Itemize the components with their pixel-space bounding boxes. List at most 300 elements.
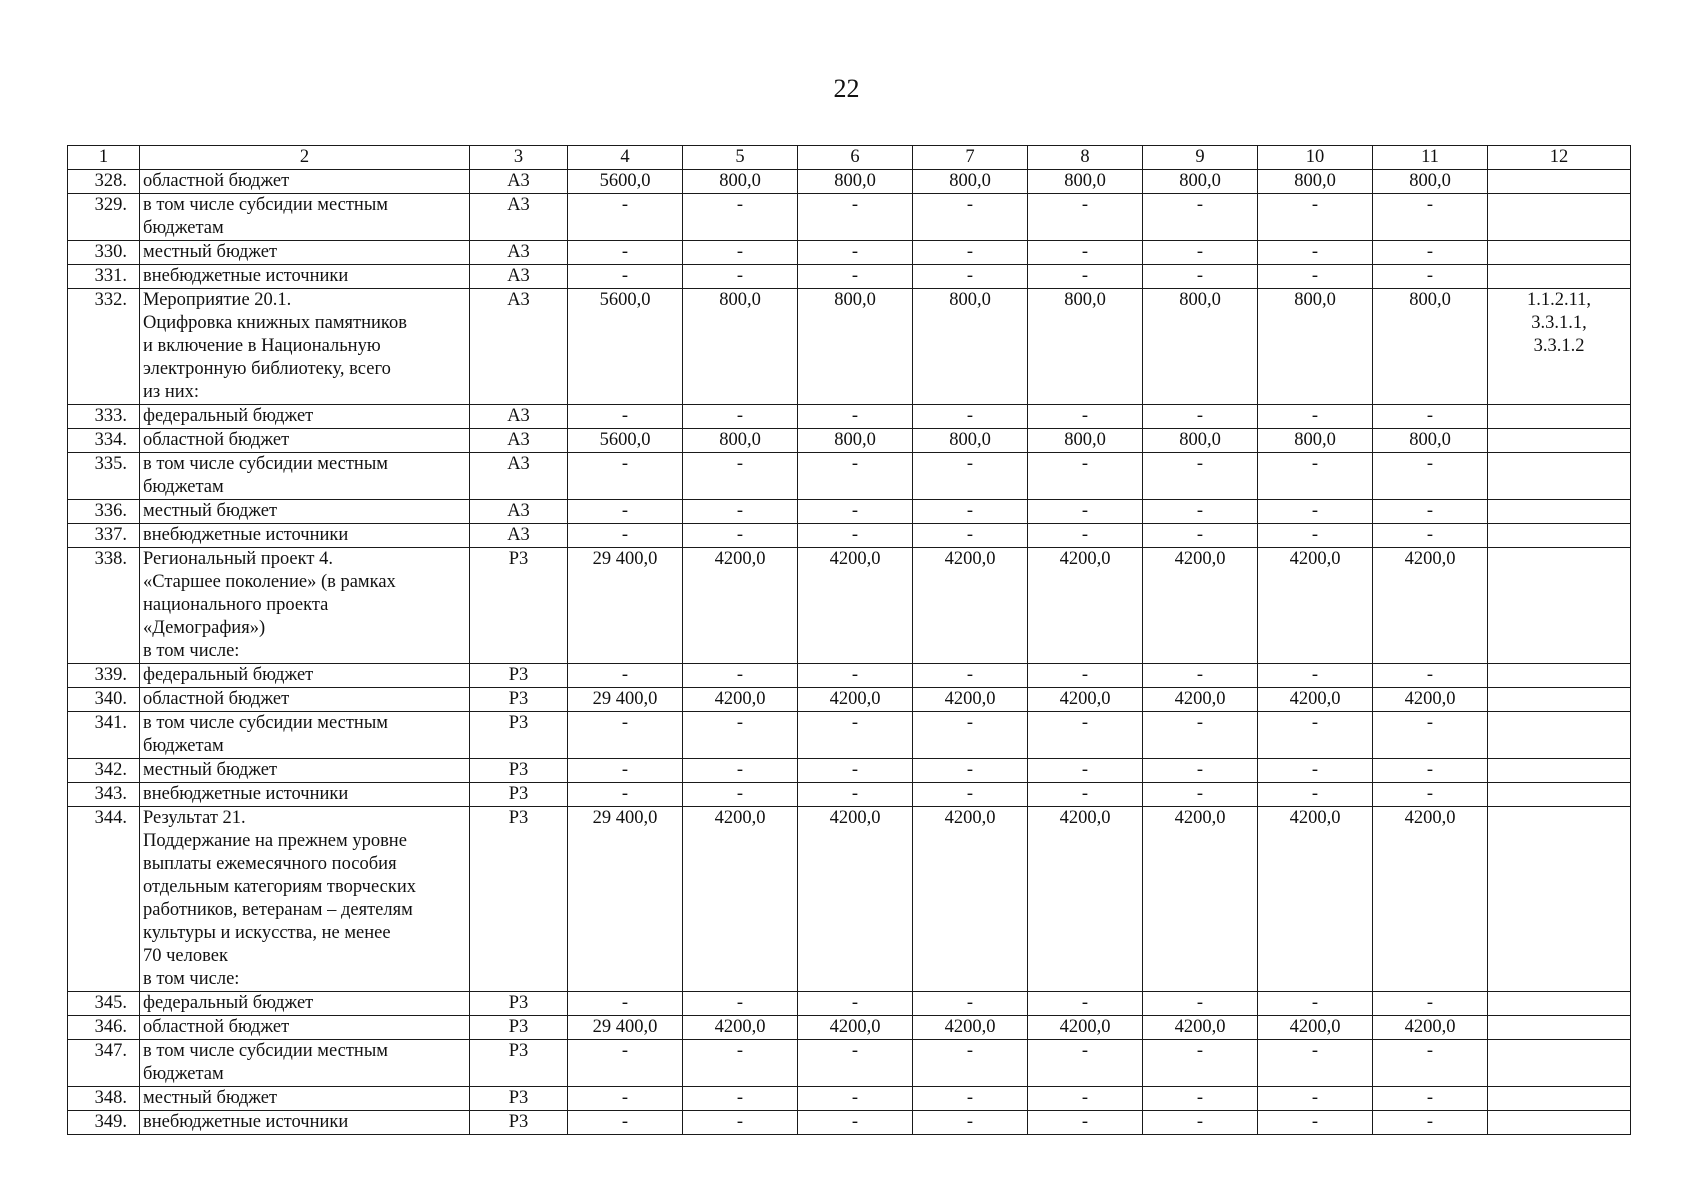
row-name-cell [140,1087,470,1111]
row-code-cell: Р3 [470,1016,568,1040]
row-code-cell: Р3 [470,1111,568,1135]
row-ref-cell [1488,429,1631,453]
table-body [68,146,1631,1135]
value-cell: 4200,0 [913,688,1028,712]
value-cell: - [1258,500,1373,524]
value-cell: - [1258,453,1373,500]
row-name-line: «Старшее поколение» (в рамках [143,572,396,592]
table-row [68,759,1631,783]
row-ref-cell [1488,759,1631,783]
row-name-cell [140,429,470,453]
value-cell: - [1143,453,1258,500]
value-cell: - [913,500,1028,524]
row-code-cell: А3 [470,289,568,405]
row-code-cell: А3 [470,265,568,289]
value-cell: 4200,0 [683,807,798,992]
value-cell: - [913,992,1028,1016]
table-row [68,500,1631,524]
value-cell: - [1143,1087,1258,1111]
row-ref-cell [1488,500,1631,524]
row-code-cell: А3 [470,524,568,548]
header-cell: 3 [470,146,568,170]
row-number-cell: 331. [68,265,140,289]
header-cell: 11 [1373,146,1488,170]
value-cell: 4200,0 [798,688,913,712]
row-name-line: в том числе: [143,641,240,661]
row-name-cell [140,688,470,712]
row-ref-cell [1488,807,1631,992]
table-row [68,688,1631,712]
value-cell: - [913,783,1028,807]
value-cell: 4200,0 [798,807,913,992]
row-name-cell [140,1111,470,1135]
value-cell: 800,0 [913,170,1028,194]
table-row [68,1040,1631,1087]
row-name-line: местный бюджет [143,501,278,521]
value-cell: - [798,524,913,548]
value-cell: - [568,1087,683,1111]
row-name-cell [140,405,470,429]
value-cell: - [683,1087,798,1111]
value-cell: 800,0 [1028,429,1143,453]
value-cell: - [913,241,1028,265]
value-cell: 4200,0 [1258,688,1373,712]
row-name-line: местный бюджет [143,760,278,780]
row-name-line: в том числе субсидии местным [143,1041,388,1061]
value-cell: 800,0 [1028,170,1143,194]
value-cell: - [1373,453,1488,500]
row-ref-cell [1488,170,1631,194]
table-row [68,170,1631,194]
value-cell: - [1143,524,1258,548]
row-ref-cell [1488,664,1631,688]
value-cell: - [683,712,798,759]
row-ref-cell [1488,688,1631,712]
header-cell: 8 [1028,146,1143,170]
value-cell: - [1258,783,1373,807]
table-row [68,241,1631,265]
row-name-line: местный бюджет [143,242,278,262]
row-code-cell: Р3 [470,1040,568,1087]
table-row [68,429,1631,453]
row-ref-cell [1488,783,1631,807]
value-cell: 4200,0 [1373,1016,1488,1040]
row-code-cell: Р3 [470,783,568,807]
value-cell: - [683,194,798,241]
row-code-cell: Р3 [470,664,568,688]
value-cell: 4200,0 [1258,1016,1373,1040]
value-cell: 4200,0 [1373,688,1488,712]
value-cell: - [568,664,683,688]
row-ref-line: 3.3.1.1, [1531,313,1587,333]
value-cell: - [683,1111,798,1135]
value-cell: 4200,0 [913,1016,1028,1040]
row-ref-cell [1488,1016,1631,1040]
value-cell: - [798,453,913,500]
row-name-cell [140,1040,470,1087]
value-cell: - [683,1040,798,1087]
value-cell: - [568,405,683,429]
value-cell: 800,0 [1143,429,1258,453]
value-cell: - [913,1040,1028,1087]
value-cell: - [1028,664,1143,688]
row-ref-cell [1488,712,1631,759]
row-ref-cell [1488,453,1631,500]
value-cell: - [568,241,683,265]
value-cell: 800,0 [683,170,798,194]
row-code-cell: Р3 [470,688,568,712]
row-code-cell: Р3 [470,992,568,1016]
value-cell: - [568,712,683,759]
value-cell: - [1143,783,1258,807]
value-cell: - [1028,500,1143,524]
value-cell: - [798,194,913,241]
row-code-cell: А3 [470,405,568,429]
table-row [68,992,1631,1016]
header-cell: 9 [1143,146,1258,170]
table-row [68,712,1631,759]
row-ref-cell [1488,405,1631,429]
row-number-cell: 329. [68,194,140,241]
value-cell: 800,0 [1373,289,1488,405]
value-cell: - [1143,1040,1258,1087]
value-cell: 4200,0 [1373,548,1488,664]
row-name-line: федеральный бюджет [143,665,314,685]
row-name-line: из них: [143,382,200,402]
row-number-cell: 348. [68,1087,140,1111]
value-cell: - [568,265,683,289]
value-cell: 4200,0 [683,1016,798,1040]
row-ref-cell [1488,1111,1631,1135]
value-cell: - [1143,194,1258,241]
header-cell: 7 [913,146,1028,170]
value-cell: - [1373,992,1488,1016]
row-name-line: внебюджетные источники [143,784,349,804]
row-name-line: областной бюджет [143,430,290,450]
value-cell: - [1373,405,1488,429]
row-number-cell: 339. [68,664,140,688]
table-row [68,664,1631,688]
value-cell: - [568,500,683,524]
row-name-cell [140,992,470,1016]
row-name-line: внебюджетные источники [143,525,349,545]
row-number-cell: 338. [68,548,140,664]
row-name-line: бюджетам [143,477,224,497]
value-cell: - [913,1111,1028,1135]
row-name-line: бюджетам [143,736,224,756]
header-cell: 2 [140,146,470,170]
value-cell: - [1028,992,1143,1016]
row-name-line: 70 человек [143,946,228,966]
value-cell: - [568,759,683,783]
value-cell: 800,0 [1143,170,1258,194]
row-code-cell: Р3 [470,759,568,783]
value-cell: - [568,194,683,241]
value-cell: - [1373,500,1488,524]
value-cell: - [683,500,798,524]
header-cell: 1 [68,146,140,170]
value-cell: - [1028,1087,1143,1111]
value-cell: - [1028,194,1143,241]
table-row [68,783,1631,807]
value-cell: - [1258,194,1373,241]
budget-table [67,145,1631,1135]
table-row [68,194,1631,241]
value-cell: - [1373,1040,1488,1087]
row-number-cell: 340. [68,688,140,712]
value-cell: - [1028,265,1143,289]
value-cell: - [1143,759,1258,783]
value-cell: - [798,1111,913,1135]
table-row [68,1016,1631,1040]
value-cell: 4200,0 [683,688,798,712]
value-cell: 800,0 [913,429,1028,453]
value-cell: - [568,1040,683,1087]
value-cell: - [913,664,1028,688]
row-ref-cell [1488,1040,1631,1087]
value-cell: - [1028,712,1143,759]
row-name-line: и включение в Национальную [143,336,381,356]
row-code-cell: А3 [470,453,568,500]
value-cell: 29 400,0 [568,688,683,712]
row-name-line: в том числе: [143,969,240,989]
row-name-line: федеральный бюджет [143,406,314,426]
table-row [68,453,1631,500]
row-name-line: в том числе субсидии местным [143,195,388,215]
value-cell: - [1143,265,1258,289]
row-ref-cell [1488,289,1631,405]
value-cell: - [1028,1111,1143,1135]
value-cell: - [913,524,1028,548]
row-code-cell: Р3 [470,807,568,992]
row-name-cell [140,759,470,783]
value-cell: - [1028,1040,1143,1087]
row-name-line: бюджетам [143,1064,224,1084]
header-cell: 4 [568,146,683,170]
row-name-line: работников, ветеранам – деятелям [143,900,413,920]
value-cell: 800,0 [1258,170,1373,194]
value-cell: 800,0 [1028,289,1143,405]
value-cell: - [683,405,798,429]
row-number-cell: 332. [68,289,140,405]
value-cell: 4200,0 [913,548,1028,664]
value-cell: - [683,759,798,783]
row-number-cell: 344. [68,807,140,992]
row-name-cell [140,783,470,807]
row-ref-cell [1488,1087,1631,1111]
row-number-cell: 333. [68,405,140,429]
value-cell: - [1028,759,1143,783]
value-cell: 800,0 [798,170,913,194]
value-cell: - [1258,664,1373,688]
row-name-line: федеральный бюджет [143,993,314,1013]
row-number-cell: 330. [68,241,140,265]
row-number-cell: 341. [68,712,140,759]
row-name-cell [140,500,470,524]
row-ref-cell [1488,241,1631,265]
row-name-line: Поддержание на прежнем уровне [143,831,407,851]
row-code-cell: Р3 [470,548,568,664]
row-number-cell: 347. [68,1040,140,1087]
table-row [68,807,1631,992]
value-cell: 4200,0 [1373,807,1488,992]
value-cell: 5600,0 [568,170,683,194]
value-cell: - [1028,453,1143,500]
value-cell: - [1143,1111,1258,1135]
value-cell: - [1258,712,1373,759]
row-number-cell: 335. [68,453,140,500]
row-name-line: «Демография») [143,618,266,638]
value-cell: 800,0 [913,289,1028,405]
value-cell: - [798,759,913,783]
value-cell: - [798,405,913,429]
row-name-line: Региональный проект 4. [143,549,333,569]
value-cell: - [683,783,798,807]
row-name-cell [140,170,470,194]
value-cell: - [913,712,1028,759]
value-cell: - [1143,712,1258,759]
row-name-cell [140,664,470,688]
value-cell: 4200,0 [1143,807,1258,992]
table-row [68,548,1631,664]
header-cell: 5 [683,146,798,170]
value-cell: - [1028,524,1143,548]
row-number-cell: 334. [68,429,140,453]
value-cell: 4200,0 [798,1016,913,1040]
value-cell: - [1258,1087,1373,1111]
value-cell: - [798,500,913,524]
row-ref-cell [1488,265,1631,289]
table-row [68,289,1631,405]
row-ref-cell [1488,194,1631,241]
value-cell: - [1373,265,1488,289]
row-ref-line: 3.3.1.2 [1533,336,1585,356]
value-cell: - [1258,759,1373,783]
value-cell: 4200,0 [1143,1016,1258,1040]
value-cell: - [913,405,1028,429]
value-cell: 800,0 [1373,170,1488,194]
row-name-line: в том числе субсидии местным [143,713,388,733]
row-name-line: внебюджетные источники [143,1112,349,1132]
row-name-line: областной бюджет [143,689,290,709]
value-cell: 4200,0 [1028,688,1143,712]
value-cell: 4200,0 [683,548,798,664]
table-row [68,1111,1631,1135]
value-cell: - [1373,783,1488,807]
value-cell: - [798,241,913,265]
row-number-cell: 346. [68,1016,140,1040]
value-cell: 800,0 [1373,429,1488,453]
row-name-line: культуры и искусства, не менее [143,923,391,943]
value-cell: - [1373,664,1488,688]
value-cell: - [798,1040,913,1087]
table-header-row [68,146,1631,170]
value-cell: 4200,0 [1258,548,1373,664]
value-cell: - [568,992,683,1016]
header-cell: 12 [1488,146,1631,170]
value-cell: 800,0 [1258,289,1373,405]
table-row [68,1087,1631,1111]
row-name-cell [140,807,470,992]
row-name-line: Мероприятие 20.1. [143,290,292,310]
row-name-cell [140,453,470,500]
row-name-line: отдельным категориям творческих [143,877,416,897]
row-code-cell: А3 [470,500,568,524]
value-cell: - [1143,241,1258,265]
value-cell: - [1258,1040,1373,1087]
value-cell: 5600,0 [568,429,683,453]
value-cell: - [1258,992,1373,1016]
value-cell: 4200,0 [1028,1016,1143,1040]
value-cell: 800,0 [683,429,798,453]
value-cell: 4200,0 [1028,548,1143,664]
value-cell: - [1258,405,1373,429]
value-cell: 29 400,0 [568,548,683,664]
value-cell: 5600,0 [568,289,683,405]
value-cell: - [798,712,913,759]
value-cell: - [913,759,1028,783]
row-ref-cell [1488,524,1631,548]
value-cell: - [683,241,798,265]
row-code-cell: А3 [470,241,568,265]
value-cell: - [1258,241,1373,265]
value-cell: - [1258,265,1373,289]
value-cell: - [683,664,798,688]
table-row [68,405,1631,429]
row-name-line: бюджетам [143,218,224,238]
row-name-cell [140,265,470,289]
value-cell: 4200,0 [1258,807,1373,992]
row-name-line: Оцифровка книжных памятников [143,313,407,333]
value-cell: 800,0 [683,289,798,405]
row-number-cell: 345. [68,992,140,1016]
header-cell: 6 [798,146,913,170]
row-name-line: национального проекта [143,595,329,615]
header-cell: 10 [1258,146,1373,170]
value-cell: - [1258,1111,1373,1135]
row-number-cell: 349. [68,1111,140,1135]
row-number-cell: 336. [68,500,140,524]
value-cell: - [1028,783,1143,807]
row-number-cell: 328. [68,170,140,194]
value-cell: - [1373,712,1488,759]
row-name-line: внебюджетные источники [143,266,349,286]
value-cell: - [1373,1087,1488,1111]
row-name-line: Результат 21. [143,808,246,828]
value-cell: - [1143,500,1258,524]
value-cell: - [798,783,913,807]
value-cell: - [568,453,683,500]
row-name-line: электронную библиотеку, всего [143,359,391,379]
row-name-cell [140,241,470,265]
table-row [68,524,1631,548]
value-cell: - [1143,664,1258,688]
value-cell: - [1143,992,1258,1016]
row-code-cell: А3 [470,170,568,194]
row-code-cell: Р3 [470,712,568,759]
row-name-cell [140,1016,470,1040]
value-cell: 4200,0 [1143,688,1258,712]
value-cell: 4200,0 [913,807,1028,992]
row-name-line: в том числе субсидии местным [143,454,388,474]
table-row [68,265,1631,289]
value-cell: - [798,992,913,1016]
row-name-line: выплаты ежемесячного пособия [143,854,397,874]
row-code-cell: Р3 [470,1087,568,1111]
value-cell: - [1373,194,1488,241]
value-cell: - [798,1087,913,1111]
value-cell: - [798,265,913,289]
